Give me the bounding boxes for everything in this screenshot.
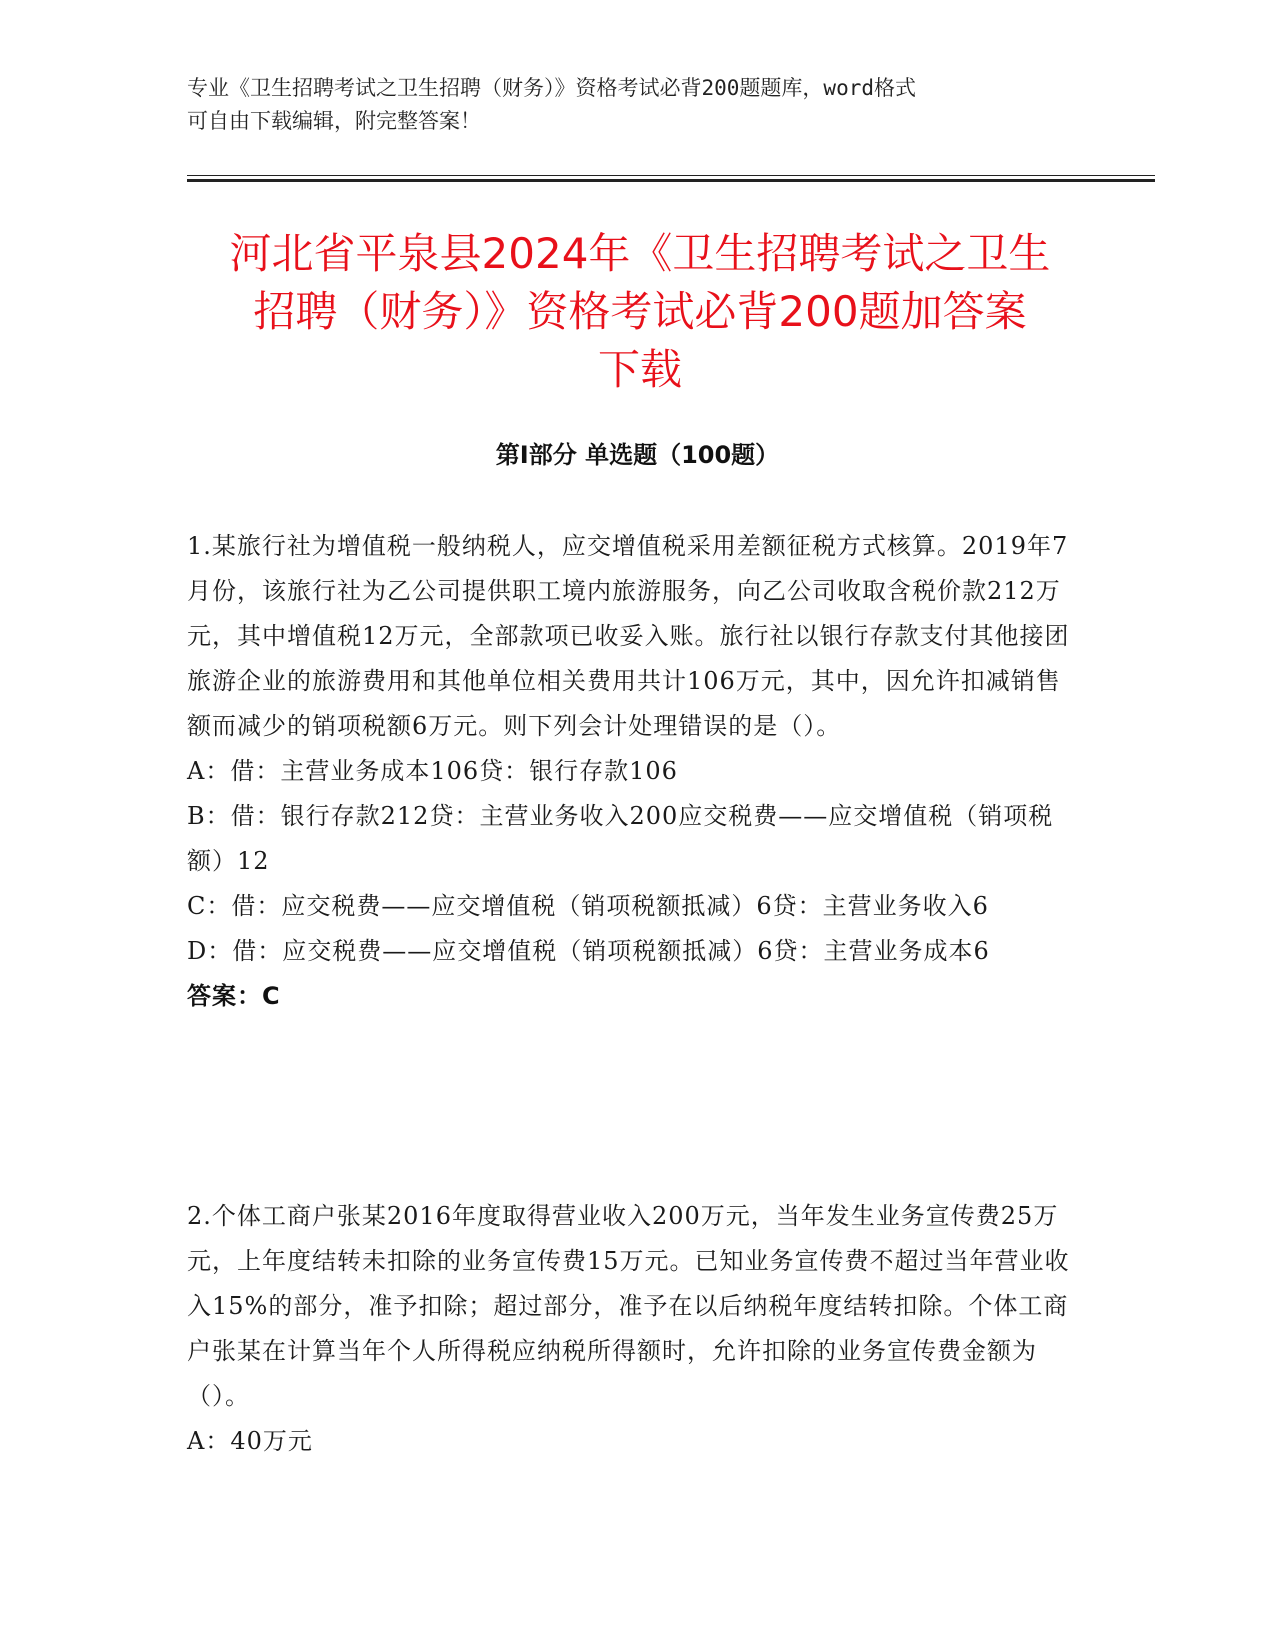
header-note-line-2: 可自由下载编辑，附完整答案！ [187, 109, 481, 133]
document-title [180, 225, 1100, 399]
document-title-line-2: 招聘（财务）》资格考试必背200题加答案 [253, 287, 1027, 336]
answer: 答案：C [187, 982, 281, 1010]
header-note-line-1: 专业《卫生招聘考试之卫生招聘（财务）》资格考试必背200题题库，word格式 [187, 76, 916, 100]
question-stem: 2.个体工商户张某2016年度取得营业收入200万元，当年发生业务宣传费25万元，上年度结转未扣除的业务宣传费15万元。已知业务宣传费不超过当年营业收入15%的部分，准予扣除；超过部分，准予在以后纳税年度结转扣除。个体工商户张某在计算当年个人所得税应纳税所得额时，允许扣除的业务宣传费金额为（）。 [187, 1202, 1070, 1410]
header-divider-thick [187, 179, 1155, 182]
section-title: 第Ⅰ部分 单选题（100题） [495, 441, 780, 469]
question-stem: 1.某旅行社为增值税一般纳税人，应交增值税采用差额征税方式核算。2019年7月份，该旅行社为乙公司提供职工境内旅游服务，向乙公司收取含税价款212万元，其中增值税12万元，全部款项已收妥入账。旅行社以银行存款支付其他接团旅游企业的旅游费用和其他单位相关费用共计106万元，其中，因允许扣减销售额而减少的销项税额6万元。则下列会计处理错误的是（）。 [187, 532, 1070, 740]
header-divider-thin [187, 175, 1155, 176]
document-title-line-3: 下载 [597, 345, 682, 394]
question-2 [187, 1194, 1082, 1464]
option-a: A：借：主营业务成本106贷：银行存款106 [187, 757, 678, 785]
option-d: D：借：应交税费——应交增值税（销项税额抵减）6贷：主营业务成本6 [187, 937, 990, 965]
document-title-line-1: 河北省平泉县2024年《卫生招聘考试之卫生 [229, 229, 1051, 278]
option-c: C：借：应交税费——应交增值税（销项税额抵减）6贷：主营业务收入6 [187, 892, 989, 920]
question-1 [187, 524, 1082, 1019]
header-note [187, 72, 1067, 138]
option-a: A：40万元 [187, 1427, 313, 1455]
option-b: B：借：银行存款212贷：主营业务收入200应交税费——应交增值税（销项税额）12 [187, 802, 1054, 875]
